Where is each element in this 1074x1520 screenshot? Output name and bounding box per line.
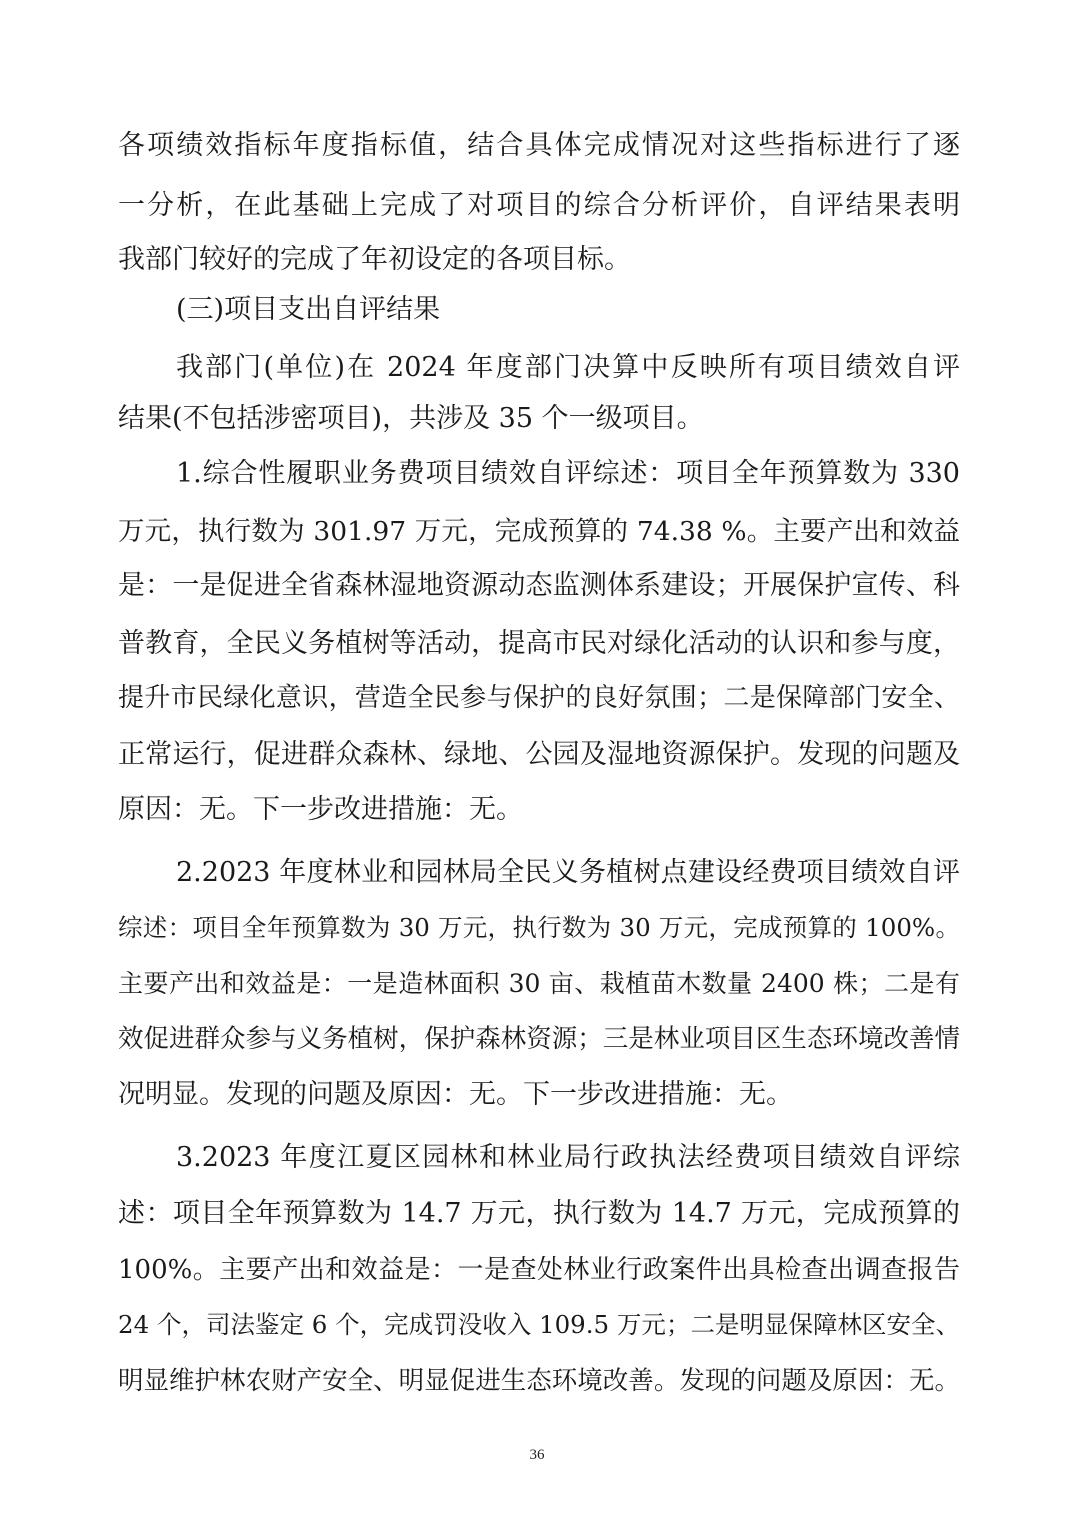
paragraph-line: 结果(不包括涉密项目)，共涉及 35 个一级项目。 (118, 403, 704, 434)
paragraph-line: 普教育，全民义务植树等活动，提高市民对绿化活动的认识和参与度， (118, 628, 960, 659)
paragraph-line: 述：项目全年预算数为 14.7 万元，执行数为 14.7 万元，完成预算的 (118, 1198, 960, 1229)
paragraph-line: 综述：项目全年预算数为 30 万元，执行数为 30 万元，完成预算的 100%。 (118, 913, 960, 942)
paragraph-line: 3.2023 年度江夏区园林和林业局行政执法经费项目绩效自评综 (176, 1142, 960, 1173)
paragraph-line: 一分析，在此基础上完成了对项目的综合分析评价，自评结果表明 (118, 190, 960, 221)
section-heading: (三)项目支出自评结果 (176, 294, 441, 325)
paragraph-line: 效促进群众参与义务植树，保护森林资源；三是林业项目区生态环境改善情 (118, 1024, 960, 1054)
paragraph-line: 100%。主要产出和效益是：一是查处林业行政案件出具检查出调查报告 (118, 1255, 960, 1285)
paragraph-line: 况明显。发现的问题及原因：无。下一步改进措施：无。 (118, 1079, 793, 1110)
paragraph-line: 我部门(单位)在 2024 年度部门决算中反映所有项目绩效自评 (176, 352, 960, 383)
paragraph-line: 明显维护林农财产安全、明显促进生态环境改善。发现的问题及原因：无。 (118, 1366, 960, 1396)
paragraph-line: 是：一是促进全省森林湿地资源动态监测体系建设；开展保护宣传、科 (118, 570, 960, 601)
paragraph-line: 万元，执行数为 301.97 万元，完成预算的 74.38 %。主要产出和效益 (118, 516, 960, 547)
paragraph-line: 主要产出和效益是：一是造林面积 30 亩、栽植苗木数量 2400 株；二是有 (118, 969, 960, 998)
paragraph-line: 2.2023 年度林业和园林局全民义务植树点建设经费项目绩效自评 (176, 857, 960, 888)
page-number: 36 (529, 1447, 545, 1463)
paragraph-line: 原因：无。下一步改进措施：无。 (118, 794, 523, 825)
paragraph-line: 24 个，司法鉴定 6 个，完成罚没收入 109.5 万元；二是明显保障林区安全、 (118, 1310, 960, 1339)
paragraph-line: 提升市民绿化意识，营造全民参与保护的良好氛围；二是保障部门安全、 (118, 683, 960, 713)
paragraph-line: 我部门较好的完成了年初设定的各项目标。 (118, 244, 631, 275)
paragraph-line: 1.综合性履职业务费项目绩效自评综述：项目全年预算数为 330 (176, 458, 960, 489)
paragraph-line: 各项绩效指标年度指标值，结合具体完成情况对这些指标进行了逐 (118, 130, 960, 161)
paragraph-line: 正常运行，促进群众森林、绿地、公园及湿地资源保护。发现的问题及 (118, 739, 960, 770)
